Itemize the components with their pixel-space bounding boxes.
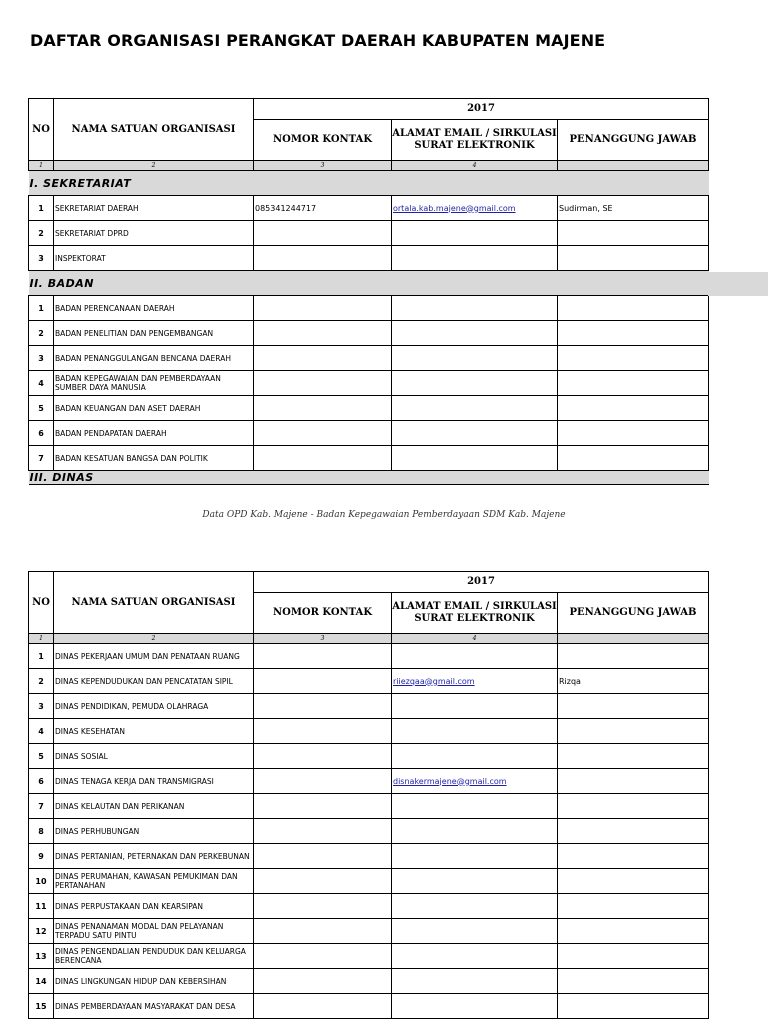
table-row <box>29 196 709 221</box>
row-email <box>392 944 558 969</box>
row-email <box>392 669 558 694</box>
header-pj: PENANGGUNG JAWAB <box>558 120 709 161</box>
row-number: 2 <box>29 221 54 246</box>
row-kontak <box>254 644 392 669</box>
row-number: 1 <box>29 296 54 321</box>
row-number: 7 <box>29 794 54 819</box>
row-email <box>392 794 558 819</box>
row-email <box>392 744 558 769</box>
row-email <box>392 321 558 346</box>
row-kontak <box>254 669 392 694</box>
header-year: 2017 <box>254 99 709 120</box>
row-number: 6 <box>29 421 54 446</box>
row-kontak <box>254 944 392 969</box>
row-pj <box>558 421 709 446</box>
header-email: ALAMAT EMAIL / SIRKULASI SURAT ELEKTRONIK <box>392 593 558 634</box>
row-kontak <box>254 819 392 844</box>
column-number: 3 <box>254 634 392 644</box>
row-kontak <box>254 744 392 769</box>
table-row <box>29 869 709 894</box>
row-pj <box>558 371 709 396</box>
row-name: SEKRETARIAT DPRD <box>54 221 254 246</box>
row-name: DINAS TENAGA KERJA DAN TRANSMIGRASI <box>54 769 254 794</box>
opd-table-2 <box>28 571 709 1019</box>
row-pj <box>558 694 709 719</box>
header-no: NO <box>29 99 54 161</box>
row-name: DINAS PERHUBUNGAN <box>54 819 254 844</box>
column-number: 2 <box>54 634 254 644</box>
email-link[interactable]: ortala.kab.majene@gmail.com <box>393 203 516 213</box>
row-email <box>392 221 558 246</box>
badan-rows <box>29 296 709 471</box>
row-number: 4 <box>29 719 54 744</box>
table-row <box>29 396 709 421</box>
row-email <box>392 421 558 446</box>
row-number: 9 <box>29 844 54 869</box>
column-number: 1 <box>29 161 54 171</box>
row-email <box>392 446 558 471</box>
row-number: 7 <box>29 446 54 471</box>
row-name: BADAN PERENCANAAN DAERAH <box>54 296 254 321</box>
row-kontak: 085341244717 <box>254 196 392 221</box>
section-title: III. DINAS <box>29 471 709 485</box>
row-name: BADAN KEPEGAWAIAN DAN PEMBERDAYAAN SUMBER DAYA MANUSIA <box>54 371 254 396</box>
table-row <box>29 994 709 1019</box>
row-name: DINAS PEMBERDAYAAN MASYARAKAT DAN DESA <box>54 994 254 1019</box>
row-name: BADAN KESATUAN BANGSA DAN POLITIK <box>54 446 254 471</box>
table-row <box>29 669 709 694</box>
section-dinas <box>29 471 709 485</box>
row-kontak <box>254 769 392 794</box>
table-row <box>29 246 709 271</box>
header-kontak: NOMOR KONTAK <box>254 120 392 161</box>
column-number: 3 <box>254 161 392 171</box>
row-name: DINAS SOSIAL <box>54 744 254 769</box>
column-number: 4 <box>392 161 558 171</box>
row-email <box>392 844 558 869</box>
row-email <box>392 994 558 1019</box>
row-pj <box>558 969 709 994</box>
table-row <box>29 744 709 769</box>
row-number: 4 <box>29 371 54 396</box>
header-name: NAMA SATUAN ORGANISASI <box>54 99 254 161</box>
row-kontak <box>254 894 392 919</box>
row-number: 15 <box>29 994 54 1019</box>
row-name: BADAN PENDAPATAN DAERAH <box>54 421 254 446</box>
table-row <box>29 371 709 396</box>
row-email <box>392 894 558 919</box>
header-kontak: NOMOR KONTAK <box>254 593 392 634</box>
column-number-row <box>29 634 709 644</box>
row-number: 14 <box>29 969 54 994</box>
row-number: 3 <box>29 246 54 271</box>
row-pj <box>558 446 709 471</box>
table-row <box>29 769 709 794</box>
email-link[interactable]: disnakermajene@gmail.com <box>393 776 507 786</box>
row-pj <box>558 346 709 371</box>
row-name: SEKRETARIAT DAERAH <box>54 196 254 221</box>
row-email <box>392 969 558 994</box>
row-name: BADAN KEUANGAN DAN ASET DAERAH <box>54 396 254 421</box>
table-row <box>29 321 709 346</box>
row-pj <box>558 296 709 321</box>
column-number: 1 <box>29 634 54 644</box>
row-email <box>392 346 558 371</box>
row-kontak <box>254 446 392 471</box>
row-name: DINAS PERPUSTAKAAN DAN KEARSIPAN <box>54 894 254 919</box>
sekretariat-rows <box>29 196 709 271</box>
row-kontak <box>254 694 392 719</box>
page-title: DAFTAR ORGANISASI PERANGKAT DAERAH KABUPATEN MAJENE <box>30 31 606 50</box>
row-pj <box>558 869 709 894</box>
row-number: 1 <box>29 196 54 221</box>
table-row <box>29 221 709 246</box>
row-email <box>392 919 558 944</box>
row-pj <box>558 919 709 944</box>
row-name: DINAS PEKERJAAN UMUM DAN PENATAAN RUANG <box>54 644 254 669</box>
row-kontak <box>254 869 392 894</box>
table-row <box>29 894 709 919</box>
row-name: DINAS KELAUTAN DAN PERIKANAN <box>54 794 254 819</box>
row-kontak <box>254 994 392 1019</box>
row-number: 12 <box>29 919 54 944</box>
row-email <box>392 196 558 221</box>
row-number: 8 <box>29 819 54 844</box>
row-kontak <box>254 794 392 819</box>
row-number: 2 <box>29 321 54 346</box>
row-kontak <box>254 719 392 744</box>
table-row <box>29 694 709 719</box>
row-number: 2 <box>29 669 54 694</box>
table-row <box>29 719 709 744</box>
table-row <box>29 446 709 471</box>
table-row <box>29 421 709 446</box>
header-name: NAMA SATUAN ORGANISASI <box>54 572 254 634</box>
column-number: 4 <box>392 634 558 644</box>
table-row <box>29 644 709 669</box>
row-email <box>392 296 558 321</box>
row-pj <box>558 246 709 271</box>
row-email <box>392 246 558 271</box>
header-no: NO <box>29 572 54 634</box>
column-number-empty <box>558 634 709 644</box>
row-number: 5 <box>29 396 54 421</box>
table-row <box>29 346 709 371</box>
row-email <box>392 396 558 421</box>
column-number-empty <box>558 161 709 171</box>
opd-table-1 <box>28 98 709 485</box>
row-pj <box>558 744 709 769</box>
section-title: II. BADAN <box>29 271 709 296</box>
column-number: 2 <box>54 161 254 171</box>
row-number: 6 <box>29 769 54 794</box>
row-kontak <box>254 346 392 371</box>
row-name: DINAS KESEHATAN <box>54 719 254 744</box>
page-footer: Data OPD Kab. Majene - Badan Kepegawaian Pemberdayaan SDM Kab. Majene <box>202 510 566 520</box>
row-name: DINAS LINGKUNGAN HIDUP DAN KEBERSIHAN <box>54 969 254 994</box>
row-number: 1 <box>29 644 54 669</box>
table-row <box>29 296 709 321</box>
header-year: 2017 <box>254 572 709 593</box>
header-email: ALAMAT EMAIL / SIRKULASI SURAT ELEKTRONIK <box>392 120 558 161</box>
row-pj <box>558 321 709 346</box>
row-pj: Rizqa <box>558 669 709 694</box>
row-kontak <box>254 246 392 271</box>
row-pj <box>558 994 709 1019</box>
row-email <box>392 719 558 744</box>
row-name: DINAS PENANAMAN MODAL DAN PELAYANAN TERPADU SATU PINTU <box>54 919 254 944</box>
table-row <box>29 969 709 994</box>
table-row <box>29 919 709 944</box>
row-email <box>392 644 558 669</box>
row-kontak <box>254 844 392 869</box>
section-sekretariat <box>29 171 709 196</box>
row-pj <box>558 396 709 421</box>
column-number-row <box>29 161 709 171</box>
row-number: 3 <box>29 694 54 719</box>
row-pj <box>558 719 709 744</box>
table-row <box>29 944 709 969</box>
row-email <box>392 819 558 844</box>
section-title: I. SEKRETARIAT <box>29 171 709 196</box>
side-shading <box>708 272 768 296</box>
row-number: 10 <box>29 869 54 894</box>
section-badan <box>29 271 709 296</box>
row-name: DINAS KEPENDUDUKAN DAN PENCATATAN SIPIL <box>54 669 254 694</box>
row-kontak <box>254 396 392 421</box>
dinas-rows <box>29 644 709 1019</box>
row-kontak <box>254 321 392 346</box>
row-pj <box>558 944 709 969</box>
row-kontak <box>254 221 392 246</box>
row-number: 5 <box>29 744 54 769</box>
row-kontak <box>254 371 392 396</box>
row-name: DINAS PENDIDIKAN, PEMUDA OLAHRAGA <box>54 694 254 719</box>
row-name: BADAN PENANGGULANGAN BENCANA DAERAH <box>54 346 254 371</box>
table-row <box>29 844 709 869</box>
row-name: DINAS PERTANIAN, PETERNAKAN DAN PERKEBUNAN <box>54 844 254 869</box>
row-pj <box>558 221 709 246</box>
row-kontak <box>254 421 392 446</box>
row-email <box>392 694 558 719</box>
row-email <box>392 769 558 794</box>
row-name: BADAN PENELITIAN DAN PENGEMBANGAN <box>54 321 254 346</box>
row-pj <box>558 819 709 844</box>
row-pj <box>558 894 709 919</box>
row-name: DINAS PERUMAHAN, KAWASAN PEMUKIMAN DAN PERTANAHAN <box>54 869 254 894</box>
email-link[interactable]: riiezqaa@gmail.com <box>393 676 475 686</box>
row-name: DINAS PENGENDALIAN PENDUDUK DAN KELUARGA BERENCANA <box>54 944 254 969</box>
row-kontak <box>254 919 392 944</box>
row-number: 13 <box>29 944 54 969</box>
row-pj <box>558 844 709 869</box>
table-row <box>29 794 709 819</box>
header-pj: PENANGGUNG JAWAB <box>558 593 709 634</box>
row-kontak <box>254 969 392 994</box>
row-kontak <box>254 296 392 321</box>
row-name: INSPEKTORAT <box>54 246 254 271</box>
row-pj: Sudirman, SE <box>558 196 709 221</box>
row-email <box>392 869 558 894</box>
row-pj <box>558 644 709 669</box>
row-number: 3 <box>29 346 54 371</box>
row-email <box>392 371 558 396</box>
row-pj <box>558 769 709 794</box>
table-row <box>29 819 709 844</box>
row-pj <box>558 794 709 819</box>
row-number: 11 <box>29 894 54 919</box>
